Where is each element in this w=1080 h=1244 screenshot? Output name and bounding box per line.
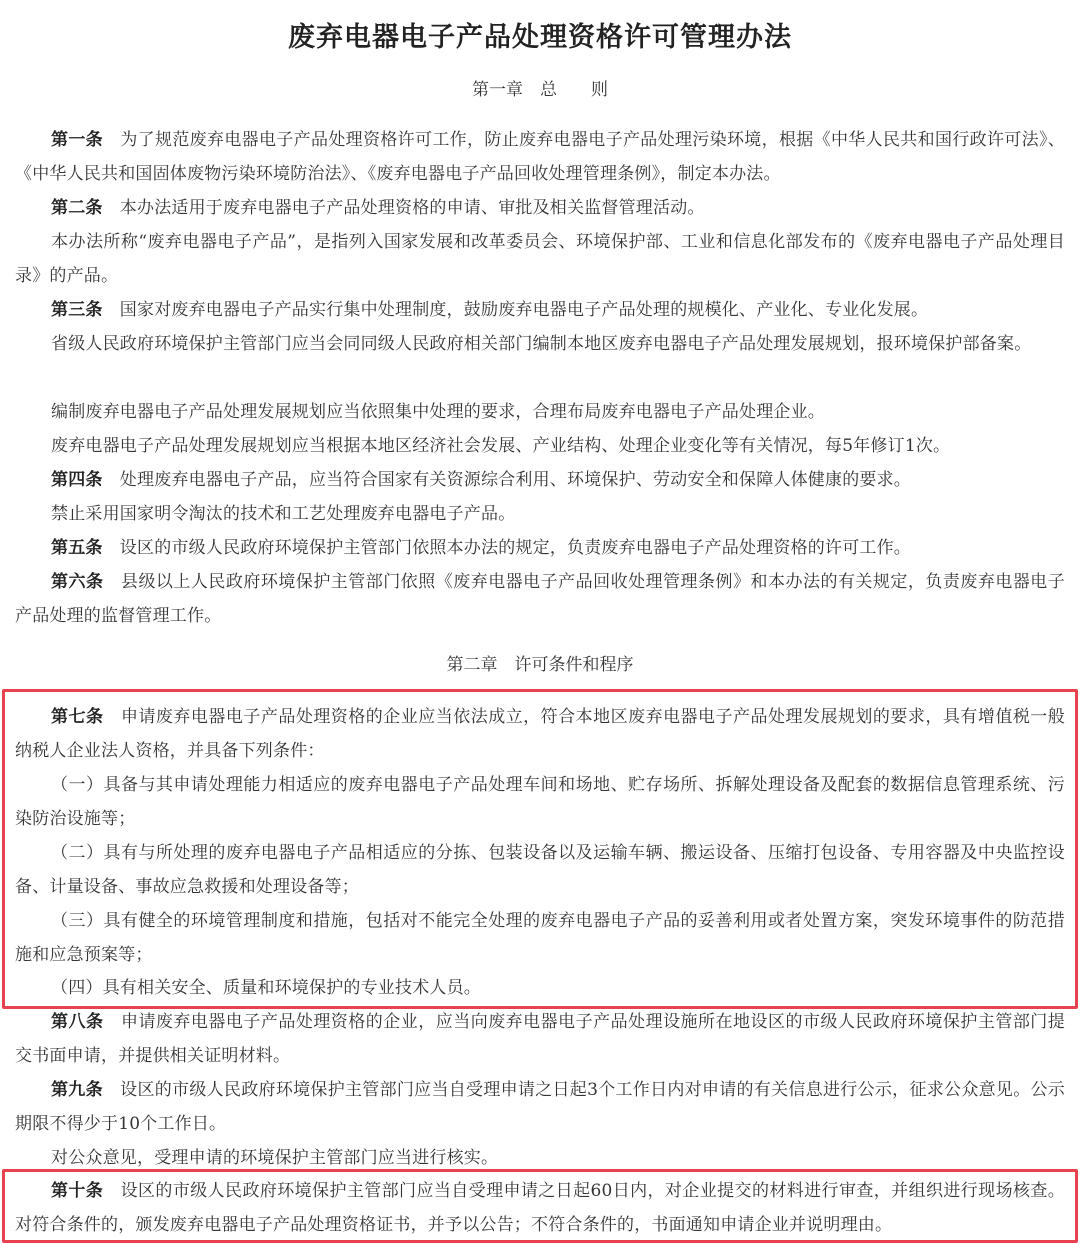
paragraph-text: （三）具有健全的环境管理制度和措施，包括对不能完全处理的废弃电器电子产品的妥善利用或者处置方案，突发环境事件的防范措施和应急预案等； xyxy=(15,911,1065,965)
document-title: 废弃电器电子产品处理资格许可管理办法 xyxy=(288,22,792,53)
article-text: 处理废弃电器电子产品，应当符合国家有关资源综合利用、环境保护、劳动安全和保障人体健康的要求。 xyxy=(102,470,912,490)
article-2-paragraph xyxy=(15,225,1065,293)
article-4-paragraph xyxy=(15,497,1065,531)
article-text: 申请废弃电器电子产品处理资格的企业应当依法成立，符合本地区废弃电器电子产品处理发展规划的要求，具有增值税一般纳税人企业法人资格，并具备下列条件： xyxy=(15,707,1065,761)
paragraph-text: 编制废弃电器电子产品处理发展规划应当依照集中处理的要求，合理布局废弃电器电子产品处理企业。 xyxy=(51,402,825,422)
article-3-paragraph-2 xyxy=(15,395,1065,429)
article-8 xyxy=(15,1005,1065,1073)
article-9-paragraph xyxy=(15,1141,1065,1175)
paragraph-text: 省级人民政府环境保护主管部门应当会同同级人民政府相关部门编制本地区废弃电器电子产品处理发展规划，报环境保护部备案。 xyxy=(51,334,1032,354)
article-text: 申请废弃电器电子产品处理资格的企业，应当向废弃电器电子产品处理设施所在地设区的市级人民政府环境保护主管部门提交书面申请，并提供相关证明材料。 xyxy=(15,1012,1065,1066)
chapter-1-heading: 第一章 总 则 xyxy=(472,80,608,100)
article-3-paragraph-1 xyxy=(15,327,1065,361)
paragraph-text: （二）具有与所处理的废弃电器电子产品相适应的分拣、包装设备以及运输车辆、搬运设备、压缩打包设备、专用容器及中央监控设备、计量设备、事故应急救援和处理设备等； xyxy=(15,843,1065,897)
article-label: 第一条 xyxy=(51,130,103,150)
article-text: 本办法适用于废弃电器电子产品处理资格的申请、审批及相关监督管理活动。 xyxy=(102,198,705,218)
article-label: 第四条 xyxy=(51,470,103,490)
article-text: 国家对废弃电器电子产品实行集中处理制度，鼓励废弃电器电子产品处理的规模化、产业化、专业化发展。 xyxy=(102,300,929,320)
article-label: 第七条 xyxy=(51,707,104,727)
article-1 xyxy=(15,123,1065,191)
article-2 xyxy=(15,191,1065,225)
article-7-item-4 xyxy=(15,971,1065,1005)
paragraph-text: （一）具备与其申请处理能力相适应的废弃电器电子产品处理车间和场地、贮存场所、拆解处理设备及配套的数据信息管理系统、污染防治设施等； xyxy=(15,775,1065,829)
article-10 xyxy=(15,1174,1065,1242)
article-9 xyxy=(15,1073,1065,1141)
article-label: 第二条 xyxy=(51,198,103,218)
article-label: 第五条 xyxy=(51,538,103,558)
article-7-item-3 xyxy=(15,904,1065,972)
article-4 xyxy=(15,463,1065,497)
paragraph-text: 废弃电器电子产品处理发展规划应当根据本地区经济社会发展、产业结构、处理企业变化等有关情况，每5年修订1次。 xyxy=(51,436,951,456)
article-label: 第八条 xyxy=(51,1012,104,1032)
article-text: 县级以上人民政府环境保护主管部门依照《废弃电器电子产品回收处理管理条例》和本办法的有关规定，负责废弃电器电子产品处理的监督管理工作。 xyxy=(15,572,1065,626)
article-7-item-1 xyxy=(15,768,1065,836)
paragraph-text: 禁止采用国家明令淘汰的技术和工艺处理废弃电器电子产品。 xyxy=(51,504,516,524)
article-label: 第九条 xyxy=(51,1080,103,1100)
article-label: 第六条 xyxy=(51,572,104,592)
article-text: 设区的市级人民政府环境保护主管部门应当自受理申请之日起60日内，对企业提交的材料进行审查，并组织进行现场核查。对符合条件的，颁发废弃电器电子产品处理资格证书，并予以公告；不符合条件的，书面通知申请企业并说明理由。 xyxy=(15,1181,1065,1235)
chapter-2-heading: 第二章 许可条件和程序 xyxy=(446,655,634,675)
paragraph-text: （四）具有相关安全、质量和环境保护的专业技术人员。 xyxy=(51,978,481,998)
paragraph-text: 对公众意见，受理申请的环境保护主管部门应当进行核实。 xyxy=(51,1148,499,1168)
article-7-item-2 xyxy=(15,836,1065,904)
paragraph-text: 本办法所称“废弃电器电子产品”，是指列入国家发展和改革委员会、环境保护部、工业和信息化部发布的《废弃电器电子产品处理目录》的产品。 xyxy=(15,232,1065,286)
article-3-paragraph-3 xyxy=(15,429,1065,463)
article-7 xyxy=(15,700,1065,768)
article-text: 设区的市级人民政府环境保护主管部门应当自受理申请之日起3个工作日内对申请的有关信息进行公示，征求公众意见。公示期限不得少于10个工作日。 xyxy=(15,1080,1066,1134)
article-5 xyxy=(15,531,1065,565)
article-6 xyxy=(15,565,1065,633)
article-text: 为了规范废弃电器电子产品处理资格许可工作，防止废弃电器电子产品处理污染环境，根据《中华人民共和国行政许可法》、《中华人民共和国固体废物污染环境防治法》、《废弃电器电子产品回收处理管理条例》，制定本办法。 xyxy=(15,130,1065,184)
article-text: 设区的市级人民政府环境保护主管部门依照本办法的规定，负责废弃电器电子产品处理资格的许可工作。 xyxy=(102,538,912,558)
article-label: 第十条 xyxy=(51,1181,104,1201)
article-label: 第三条 xyxy=(51,300,103,320)
article-3 xyxy=(15,293,1065,327)
